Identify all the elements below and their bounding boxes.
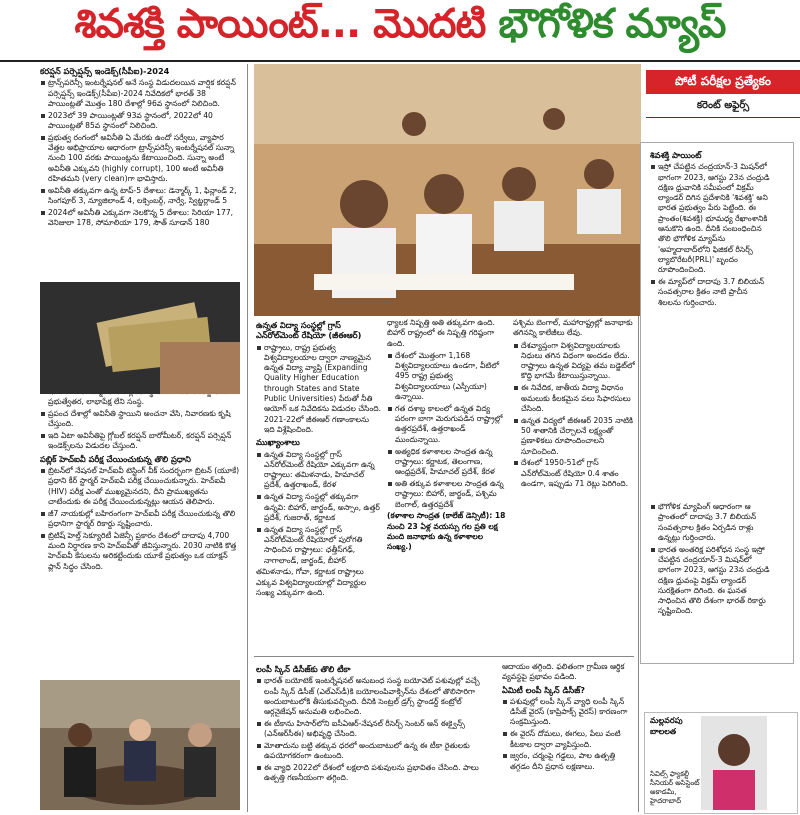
headline-part-1: శివశక్తి పాయింట్... మొదటి bbox=[74, 1, 486, 47]
list-item: ఈ నివేదిక, జాతీయ విద్యా విధానం అమలుకు కీలకమైన పలు సిఫారసులు చేసింది. bbox=[513, 383, 635, 414]
section-title: లంపీ స్కిన్ డిసీజ్‌కు తొలి టీకా bbox=[256, 664, 351, 674]
headline-rule bbox=[0, 60, 800, 62]
section-title: కరప్షన్ పర్సెప్షన్స్ ఇండెక్స్(సీపీఐ)-2024 bbox=[40, 66, 170, 76]
list-item: జీ7 నాయకుల్లో బహిరంగంగా హెచ్ఐవీ పరీక్ష చేయించుకున్న తొలి ప్రధానిగా స్టార్మర్ రికార్డు సృష్టించారు. bbox=[40, 509, 242, 530]
list-item: ఈ టీకాను హిసార్‌లోని ఐసీఏఆర్-నేషనల్ రీసెర్చ్ సెంటర్ ఆన్ ఈక్వైన్స్ (ఎన్ఆర్‌సీఈ) అభివృద్ధి చేసింది. bbox=[256, 719, 496, 740]
list-item: జ్వరం, చర్మంపై గడ్డలు, పాల ఉత్పత్తి తగ్గడం దీని ప్రధాన లక్షణాలు. bbox=[502, 751, 636, 772]
list-item: మోతాదును బట్టి తక్కువ ధరలో అందుబాటులో ఉన్న ఈ టీకా రైతులకు ఉపయోగకరంగా ఉంటుంది. bbox=[256, 741, 496, 762]
paragraph: ఆదాయం తగ్గింది. ఫలితంగా గ్రామీణ ఆర్థిక వ్యవస్థపై ప్రభావం పడింది. bbox=[502, 662, 625, 682]
section-title: ఉన్నత విద్యా సంస్థల్లో గ్రాస్ ఎన్‌రోల్‌మెంట్ రేషియో (జీఈఆర్) bbox=[256, 320, 362, 341]
list-item: ఉన్నత విద్యా సంస్థల్లో తక్కువగా ఉన్నవి: బిహార్, జార్ఖండ్, అస్సాం, ఉత్తర్ ప్రదేశ్, గుజరాత్, కర్ణాటక bbox=[256, 492, 381, 523]
column-lumpy-vaccine bbox=[256, 662, 496, 812]
photo-cash-art bbox=[40, 282, 240, 394]
list-item: భారత్ బయోటెక్ ఇంటర్నేషనల్ అనుబంధ సంస్థ బయోవెట్ పశువుల్లో వచ్చే లంపీ స్కిన్ డిసీజ్ (ఎల్‌ఎస్‌డీ)కి బయోలంపివాక్సిన్‌ను దేశంలో తొలిసారిగా అందుబాటులోకి తీసుకువచ్చింది. దీనికి సెంట్రల్ డ్రగ్స్ స్టాండర్డ్ కంట్రోల్ ఆర్గనైజేషన్ అనుమతి లభించింది. bbox=[256, 676, 496, 717]
headline-part-2: భౌగోళిక మ్యాప్ bbox=[498, 1, 726, 47]
list-item: అతి తక్కువ కళాశాలల సాంద్రత ఉన్న రాష్ట్రాలు: బిహార్, జార్ఖండ్, పశ్చిమ బెంగాల్, ఉత్తరప్రదేశ్ bbox=[387, 479, 507, 510]
column-ger-cont-2 bbox=[513, 318, 635, 654]
list-item: దేశంలో 1950-51లో గ్రాస్ ఎన్‌రోల్‌మెంట్ రేషియో 0.4 శాతం ఉండగా, ఇప్పుడు 71 రెట్లు పెరిగింది. bbox=[513, 458, 635, 489]
column-ger-cont bbox=[387, 318, 507, 654]
column-lumpy-what bbox=[502, 662, 636, 812]
column-shivashakti bbox=[650, 148, 770, 392]
list-item: ప్రభుత్వ రంగంలో అవినీతి ఏ మేరకు ఉందో సర్వేలు, వ్యాపార వేత్తల అభిప్రాయాల ఆధారంగా ట్రాన్స్‌పరెన్సీ ఇంటర్నేషనల్ సున్నా నుంచి 100 వరకు పాయింట్లను కేటాయించింది. సున్నా అంటే అవినీతి ఎక్కువని (highly corrupt), 100 అంటే అవినీతి రహితమని (very clean)గా భావిస్తారు. bbox=[40, 133, 242, 184]
list-item: ఇస్రో చేపట్టిన చంద్రయాన్-3 మిషన్‌లో భాగంగా 2023, ఆగస్టు 23న చంద్రుడి దక్షిణ ధ్రువానికి సమీపంలో విక్రమ్ ల్యాండర్ దిగిన ప్రదేశానికి 'శివశక్తి' అని భారత ప్రభుత్వం పేరు పెట్టింది. ఈ ప్రాంతం(శివశక్తి) భూమధ్య రేఖాంశానికి ఆనుకొని ఉంది. దీనికి సంబంధించిన తొలి భౌగోళిక మ్యాప్‌ను 'అహ్మదాబాద్‌లోని ఫిజికల్ రీసెర్చ్ ల్యాబొరేటరీ(PRL)' బృందం రూపొందించింది. bbox=[650, 162, 770, 275]
list-item: ప్రపంచ దేశాల్లో అవినీతి స్థాయిని అంచనా వేసి, నివారణకు కృషి చేస్తుంది. bbox=[40, 409, 242, 430]
list-item: గత దశాబ్ద కాలంలో ఉన్నత విద్య పరంగా బాగా మెరుగుపడిన రాష్ట్రాల్లో ఉత్తరప్రదేశ్, ఉత్తరాఖండ్ ముందున్నాయి. bbox=[387, 404, 507, 445]
list-item: ఈ వ్యాధి 2022లో దేశంలో లక్షలాది పశువులను ప్రభావితం చేసింది. పాలు ఉత్పత్తి గణనీయంగా తగ్గింది. bbox=[256, 763, 496, 784]
column-ger bbox=[256, 318, 381, 654]
author-photo-art bbox=[701, 716, 767, 810]
paragraph: ధ్యాలక నిష్పత్తి అతి తక్కువగా ఉంది. బిహార్ రాష్ట్రంలో ఈ నిష్పత్తి గరిష్ఠంగా ఉంది. bbox=[387, 318, 495, 348]
author-name: మల్లవరపు బాలలత bbox=[650, 716, 683, 736]
list-item: రాష్ట్రాలు, రాష్ట్ర ప్రభుత్వ విశ్వవిద్యాలయాల ద్వారా నాణ్యమైన ఉన్నత విద్యా వ్యాప్తి (Expanding Quality Higher Education through States and State Public Universities) పేరుతో నీతి ఆయోగ్ ఒక నివేదికను విడుదల చేసింది. 2021-22లో జీఈఆర్ గణాంకాలను ఇది విశ్లేషించింది. bbox=[256, 343, 381, 436]
photo-classroom-art bbox=[254, 64, 641, 316]
list-item: భారత అంతరిక్ష పరిశోధన సంస్థ ఇస్రో చేపట్టిన చంద్రయాన్-3 మిషన్‌లో భాగంగా 2023, ఆగస్టు 23న చంద్రుడి దక్షిణ ధ్రువంపై విక్రమ్ ల్యాండర్ సురక్షితంగా దిగింది. ఈ ఘనత సాధించిన తొలి దేశంగా భారత్ రికార్డు సృష్టించింది. bbox=[650, 545, 770, 617]
column-shivashakti-cont bbox=[650, 502, 770, 708]
section-subbanner: కరెంట్ అఫైర్స్ bbox=[646, 95, 800, 118]
author-role: సివిల్స్ ఫ్యాకల్టీ సీనియర్ అసిస్టెంట్ అకాడమీ, హైదరాబాద్ bbox=[650, 770, 700, 805]
section-title: పబ్లిక్ హెచ్ఐవీ పరీక్ష చేయించుకున్న తొలి ప్రధాని bbox=[40, 453, 191, 464]
photo-cash-handout bbox=[40, 282, 240, 394]
list-item: ఈ మ్యాప్‌లో దాదాపు 3.7 బిలియన్ సంవత్సరాల క్రితం నాటి ప్రాచీన శిలలను గుర్తించారు. bbox=[650, 277, 770, 308]
author-photo bbox=[701, 716, 767, 810]
section-subtitle: ముఖ్యాంశాలు bbox=[256, 437, 300, 448]
list-item: ఉన్నత విద్యా సంస్థల్లో గ్రాస్ ఎన్‌రోల్‌మెంట్ రేషియోలో పురోగతి సాధించిన రాష్ట్రాలు: ఛత్తీస్‌గఢ్, నాగాలాండ్, జార్ఖండ్, బీహార్ bbox=[256, 525, 381, 566]
list-item: భౌగోళిక మ్యాపింగ్ ఆధారంగా ఆ ప్రాంతంలో దాదాపు 3.7 బిలియన్ సంవత్సరాల క్రితం ఏర్పడిన రాళ్లు ఉన్నట్లు గుర్తించారు. bbox=[650, 502, 770, 543]
list-item: ఈ వైరస్ దోమలు, ఈగలు, పేలు వంటి కీటకాల ద్వారా వ్యాపిస్తుంది. bbox=[502, 729, 636, 750]
paragraph: తమిళనాడు, గోవా, కర్ణాటక రాష్ట్రాలు ఎక్కువ విశ్వవిద్యాలయాల్లో విద్యార్థుల సంఖ్య ఎక్కువగా ఉంది. bbox=[256, 567, 367, 597]
list-item: ఇది ఏటా అవినీతిపై గ్లోబల్ కరప్షన్ బారోమీటర్, కరప్షన్ పర్సెప్షన్ ఇండెక్స్‌లను విడుదల చేస్తుంది. bbox=[40, 431, 242, 452]
section-divider bbox=[254, 656, 634, 657]
list-item: పశువుల్లో లంపీ స్కిన్ వ్యాధి లంపీ స్కిన్ డిసీజ్ వైరస్ (కాప్రిపాక్స్ వైరస్) కారణంగా సంక్రమిస్తుంది. bbox=[502, 697, 636, 728]
list-item: దేశంలో మొత్తంగా 1,168 విశ్వవిద్యాలయాలు ఉండగా, వీటిలో 495 రాష్ట్ర ప్రభుత్వ విశ్వవిద్యాలయాలు (ఎస్పీయూ) ఉన్నాయి. bbox=[387, 351, 507, 402]
list-item: అవినీతి తక్కువగా ఉన్న టాప్-5 దేశాలు: డెన్మార్క్ 1, ఫిన్లాండ్ 2, సింగపూర్ 3, న్యూజిలాండ్ 4, లక్సెంబర్గ్, నార్వే, స్విట్జర్లాండ్ 5 bbox=[40, 186, 242, 207]
list-item: ఉన్నత విద్యా సంస్థల్లో గ్రాస్ ఎన్‌రోల్‌మెంట్ రేషియో ఎక్కువగా ఉన్న రాష్ట్రాలు: తమిళనాడు, హిమాచల్ ప్రదేశ్, ఉత్తరాఖండ్, కేరళ bbox=[256, 450, 381, 491]
bullet-list bbox=[40, 78, 242, 230]
photo-hiv-test-meeting bbox=[40, 680, 240, 810]
section-banner: పోటీ పరీక్షల ప్రత్యేకం bbox=[646, 70, 800, 94]
list-item: ట్రాన్స్‌పరెన్సీ ఇంటర్నేషనల్ అనే సంస్థ విడుదలయిన వార్షిక కరప్షన్ పర్సెప్షన్స్ ఇండెక్స్(సీపీఐ)-2024 నివేదికలో భారత్ 38 పాయింట్లతో మొత్తం 180 దేశాల్లో 96వ స్థానంలో నిలిచింది. bbox=[40, 78, 242, 109]
note: (కళాశాల సాంద్రత (కాలేజ్ డెన్సిటీ): 18 నుంచి 23 ఏళ్ల వయస్సు గల ప్రతి లక్ష మంది జనాభాకు ఉన్న కళాశాలల సంఖ్య.) bbox=[387, 511, 506, 552]
list-item: 2024లో అవినీతి ఎక్కువగా నెలకొన్న 5 దేశాలు: సిరియా 177, వెనిజులా 178, సోమాలియా 179, సౌత్ సూడాన్ 180 bbox=[40, 208, 242, 229]
list-item: దేశవ్యాప్తంగా విశ్వవిద్యాలయాలకు నిధులు తగిన విధంగా అందడం లేదు. రాష్ట్రాలు ఉన్నత విద్యపై తమ బడ్జెట్‌లో కొద్ది భాగమే కేటాయిస్తున్నాయి. bbox=[513, 341, 635, 382]
photo-students-classroom bbox=[254, 64, 641, 316]
photo-meeting-art bbox=[40, 680, 240, 810]
section-title: శివశక్తి పాయింట్ bbox=[650, 150, 702, 160]
list-item: ప్రభుత్వేతర, లాభాపేక్ష లేని సంస్థ. bbox=[40, 387, 242, 408]
headline bbox=[0, 0, 800, 58]
paragraph: పశ్చిమ బెంగాల్, మహారాష్ట్రల్లో జనాభాకు తగినన్ని కాలేజీలు లేవు. bbox=[513, 318, 633, 338]
list-item: అత్యధిక కళాశాలల సాంద్రత ఉన్న రాష్ట్రాలు: కర్ణాటక, తెలంగాణ, ఆంధ్రప్రదేశ్, హిమాచల్ ప్రదేశ్, కేరళ bbox=[387, 447, 507, 478]
section-title: ఏమిటీ లంపీ స్కిన్ డిసీజ్? bbox=[502, 684, 586, 695]
list-item: బ్రిటన్‌లో నేషనల్ హెచ్ఐవీ టెస్టింగ్ వీక్ సందర్భంగా బ్రిటన్ (యూకే) ప్రధాని కీర్ స్టార్మర్ హెచ్ఐవీ పరీక్ష చేయించుకున్నారు. హెచ్ఐవీ (HIV) పరీక్ష ఎంతో ముఖ్యమైనదని, దీని ప్రాముఖ్యతను చాటేందుకు ఈ పరీక్ష చేయించుకున్నట్లు ఆయన తెలిపారు. bbox=[40, 466, 242, 507]
list-item: 2023లో 39 పాయింట్లతో 93వ స్థానంలో, 2022లో 40 పాయింట్లతో 85వ స్థానంలో నిలిచింది. bbox=[40, 111, 242, 132]
column-divider bbox=[247, 64, 248, 812]
list-item: ఉన్నత విద్యలో జీఈఆర్ 2035 నాటికి 50 శాతానికి చేర్చాలనే లక్ష్యంతో ప్రణాళికలు రూపొందించాలని సూచించింది. bbox=[513, 416, 635, 457]
list-item: బ్రిటిష్ హెల్త్ సెక్యూరిటీ ఏజెన్సీ ప్రకారం దేశంలో దాదాపు 4,700 మంది నిర్ధారణ కాని హెచ్ఐవీతో జీవిస్తున్నారు. 2030 నాటికి కొత్త హెచ్ఐవీ కేసులను అరికట్టేందుకు యూకే ప్రభుత్వం ఒక యాక్షన్ ప్లాన్ సిద్ధం చేసింది. bbox=[40, 531, 242, 572]
